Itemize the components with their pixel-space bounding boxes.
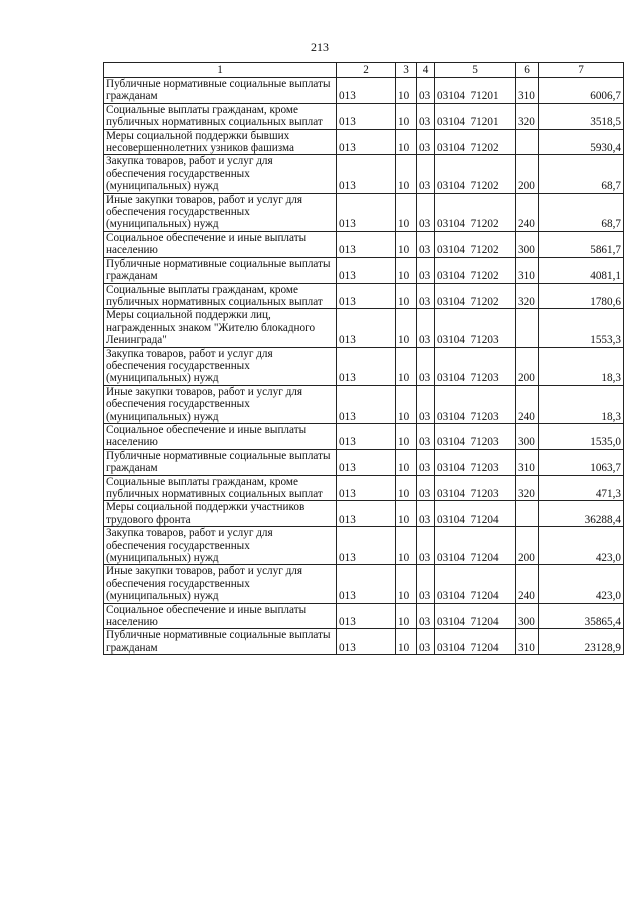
expense-type-cell: 300 (516, 231, 539, 257)
page-number: 213 (311, 40, 329, 54)
section-cell: 10 (396, 193, 417, 231)
section-cell: 10 (396, 449, 417, 475)
amount-cell: 68,7 (539, 155, 624, 193)
table-row (104, 501, 624, 527)
expense-type-cell: 310 (516, 449, 539, 475)
admin-code-cell: 013 (337, 501, 396, 527)
subsection-cell: 03 (417, 629, 435, 655)
admin-code-cell: 013 (337, 309, 396, 347)
amount-cell: 3518,5 (539, 103, 624, 129)
admin-code-cell: 013 (337, 257, 396, 283)
column-header: 7 (539, 63, 624, 78)
table-row (104, 283, 624, 309)
subsection-cell: 03 (417, 603, 435, 629)
row-name-cell: Социальные выплаты гражданам, кроме публичных нормативных социальных выплат (104, 475, 337, 501)
target-article-cell: 03104 71202 (435, 129, 516, 155)
admin-code-cell: 013 (337, 565, 396, 603)
target-article-cell: 03104 71203 (435, 423, 516, 449)
amount-cell: 4081,1 (539, 257, 624, 283)
admin-code-cell: 013 (337, 231, 396, 257)
amount-cell: 18,3 (539, 385, 624, 423)
expense-type-cell: 200 (516, 527, 539, 565)
row-name-cell: Иные закупки товаров, работ и услуг для обеспечения государственных (муниципальных) нужд (104, 565, 337, 603)
expense-type-cell: 200 (516, 155, 539, 193)
expense-type-cell: 320 (516, 283, 539, 309)
row-name-cell: Публичные нормативные социальные выплаты гражданам (104, 629, 337, 655)
column-header: 1 (104, 63, 337, 78)
target-article-cell: 03104 71203 (435, 309, 516, 347)
target-article-cell: 03104 71203 (435, 347, 516, 385)
section-cell: 10 (396, 78, 417, 104)
section-cell: 10 (396, 603, 417, 629)
table-row (104, 449, 624, 475)
section-cell: 10 (396, 527, 417, 565)
section-cell: 10 (396, 423, 417, 449)
table-row (104, 347, 624, 385)
row-name-cell: Социальные выплаты гражданам, кроме публичных нормативных социальных выплат (104, 103, 337, 129)
section-cell: 10 (396, 155, 417, 193)
target-article-cell: 03104 71204 (435, 501, 516, 527)
admin-code-cell: 013 (337, 449, 396, 475)
row-name-cell: Публичные нормативные социальные выплаты гражданам (104, 449, 337, 475)
subsection-cell: 03 (417, 501, 435, 527)
target-article-cell: 03104 71204 (435, 565, 516, 603)
row-name-cell: Публичные нормативные социальные выплаты гражданам (104, 78, 337, 104)
admin-code-cell: 013 (337, 475, 396, 501)
budget-table (103, 62, 624, 655)
expense-type-cell (516, 309, 539, 347)
header-row (104, 63, 624, 78)
admin-code-cell: 013 (337, 603, 396, 629)
table-row (104, 603, 624, 629)
table-row (104, 129, 624, 155)
amount-cell: 5930,4 (539, 129, 624, 155)
row-name-cell: Социальные выплаты гражданам, кроме публичных нормативных социальных выплат (104, 283, 337, 309)
subsection-cell: 03 (417, 129, 435, 155)
section-cell: 10 (396, 231, 417, 257)
section-cell: 10 (396, 475, 417, 501)
row-name-cell: Закупка товаров, работ и услуг для обеспечения государственных (муниципальных) нужд (104, 155, 337, 193)
section-cell: 10 (396, 565, 417, 603)
amount-cell: 23128,9 (539, 629, 624, 655)
target-article-cell: 03104 71203 (435, 385, 516, 423)
row-name-cell: Социальное обеспечение и иные выплаты населению (104, 231, 337, 257)
section-cell: 10 (396, 129, 417, 155)
expense-type-cell: 300 (516, 603, 539, 629)
row-name-cell: Социальное обеспечение и иные выплаты населению (104, 603, 337, 629)
table-row (104, 423, 624, 449)
target-article-cell: 03104 71203 (435, 449, 516, 475)
amount-cell: 18,3 (539, 347, 624, 385)
table-row (104, 527, 624, 565)
subsection-cell: 03 (417, 231, 435, 257)
row-name-cell: Социальное обеспечение и иные выплаты населению (104, 423, 337, 449)
expense-type-cell: 240 (516, 565, 539, 603)
target-article-cell: 03104 71201 (435, 78, 516, 104)
target-article-cell: 03104 71202 (435, 257, 516, 283)
expense-type-cell: 300 (516, 423, 539, 449)
table-row (104, 629, 624, 655)
expense-type-cell: 200 (516, 347, 539, 385)
admin-code-cell: 013 (337, 129, 396, 155)
subsection-cell: 03 (417, 449, 435, 475)
expense-type-cell (516, 501, 539, 527)
amount-cell: 1063,7 (539, 449, 624, 475)
table-row (104, 193, 624, 231)
table-row (104, 385, 624, 423)
amount-cell: 35865,4 (539, 603, 624, 629)
subsection-cell: 03 (417, 309, 435, 347)
row-name-cell: Меры социальной поддержки бывших несовершеннолетних узников фашизма (104, 129, 337, 155)
column-header: 5 (435, 63, 516, 78)
section-cell: 10 (396, 103, 417, 129)
subsection-cell: 03 (417, 193, 435, 231)
expense-type-cell: 310 (516, 78, 539, 104)
target-article-cell: 03104 71202 (435, 283, 516, 309)
subsection-cell: 03 (417, 78, 435, 104)
row-name-cell: Закупка товаров, работ и услуг для обеспечения государственных (муниципальных) нужд (104, 347, 337, 385)
row-name-cell: Меры социальной поддержки лиц, награжденных знаком "Жителю блокадного Ленинграда" (104, 309, 337, 347)
table-row (104, 565, 624, 603)
table-row (104, 257, 624, 283)
amount-cell: 1535,0 (539, 423, 624, 449)
table-row (104, 103, 624, 129)
column-header: 3 (396, 63, 417, 78)
section-cell: 10 (396, 347, 417, 385)
table-row (104, 78, 624, 104)
amount-cell: 36288,4 (539, 501, 624, 527)
table-row (104, 309, 624, 347)
subsection-cell: 03 (417, 155, 435, 193)
expense-type-cell: 310 (516, 257, 539, 283)
subsection-cell: 03 (417, 257, 435, 283)
target-article-cell: 03104 71204 (435, 527, 516, 565)
admin-code-cell: 013 (337, 103, 396, 129)
section-cell: 10 (396, 501, 417, 527)
target-article-cell: 03104 71204 (435, 603, 516, 629)
target-article-cell: 03104 71202 (435, 193, 516, 231)
subsection-cell: 03 (417, 565, 435, 603)
column-header: 6 (516, 63, 539, 78)
table-row (104, 155, 624, 193)
admin-code-cell: 013 (337, 527, 396, 565)
section-cell: 10 (396, 385, 417, 423)
section-cell: 10 (396, 283, 417, 309)
admin-code-cell: 013 (337, 193, 396, 231)
section-cell: 10 (396, 257, 417, 283)
amount-cell: 423,0 (539, 565, 624, 603)
expense-type-cell: 240 (516, 193, 539, 231)
amount-cell: 471,3 (539, 475, 624, 501)
subsection-cell: 03 (417, 385, 435, 423)
row-name-cell: Публичные нормативные социальные выплаты гражданам (104, 257, 337, 283)
admin-code-cell: 013 (337, 629, 396, 655)
expense-type-cell: 320 (516, 103, 539, 129)
admin-code-cell: 013 (337, 385, 396, 423)
amount-cell: 6006,7 (539, 78, 624, 104)
subsection-cell: 03 (417, 475, 435, 501)
row-name-cell: Закупка товаров, работ и услуг для обеспечения государственных (муниципальных) нужд (104, 527, 337, 565)
expense-type-cell: 310 (516, 629, 539, 655)
admin-code-cell: 013 (337, 283, 396, 309)
admin-code-cell: 013 (337, 155, 396, 193)
expense-type-cell: 320 (516, 475, 539, 501)
row-name-cell: Иные закупки товаров, работ и услуг для обеспечения государственных (муниципальных) нужд (104, 193, 337, 231)
row-name-cell: Иные закупки товаров, работ и услуг для обеспечения государственных (муниципальных) нужд (104, 385, 337, 423)
section-cell: 10 (396, 629, 417, 655)
row-name-cell: Меры социальной поддержки участников трудового фронта (104, 501, 337, 527)
admin-code-cell: 013 (337, 423, 396, 449)
table-row (104, 475, 624, 501)
subsection-cell: 03 (417, 347, 435, 385)
target-article-cell: 03104 71201 (435, 103, 516, 129)
admin-code-cell: 013 (337, 78, 396, 104)
amount-cell: 5861,7 (539, 231, 624, 257)
section-cell: 10 (396, 309, 417, 347)
amount-cell: 423,0 (539, 527, 624, 565)
target-article-cell: 03104 71202 (435, 155, 516, 193)
column-header: 2 (337, 63, 396, 78)
expense-type-cell (516, 129, 539, 155)
amount-cell: 68,7 (539, 193, 624, 231)
target-article-cell: 03104 71202 (435, 231, 516, 257)
expense-type-cell: 240 (516, 385, 539, 423)
amount-cell: 1780,6 (539, 283, 624, 309)
subsection-cell: 03 (417, 527, 435, 565)
column-header: 4 (417, 63, 435, 78)
admin-code-cell: 013 (337, 347, 396, 385)
table-body (104, 78, 624, 655)
target-article-cell: 03104 71203 (435, 475, 516, 501)
amount-cell: 1553,3 (539, 309, 624, 347)
target-article-cell: 03104 71204 (435, 629, 516, 655)
subsection-cell: 03 (417, 283, 435, 309)
table-row (104, 231, 624, 257)
subsection-cell: 03 (417, 103, 435, 129)
subsection-cell: 03 (417, 423, 435, 449)
